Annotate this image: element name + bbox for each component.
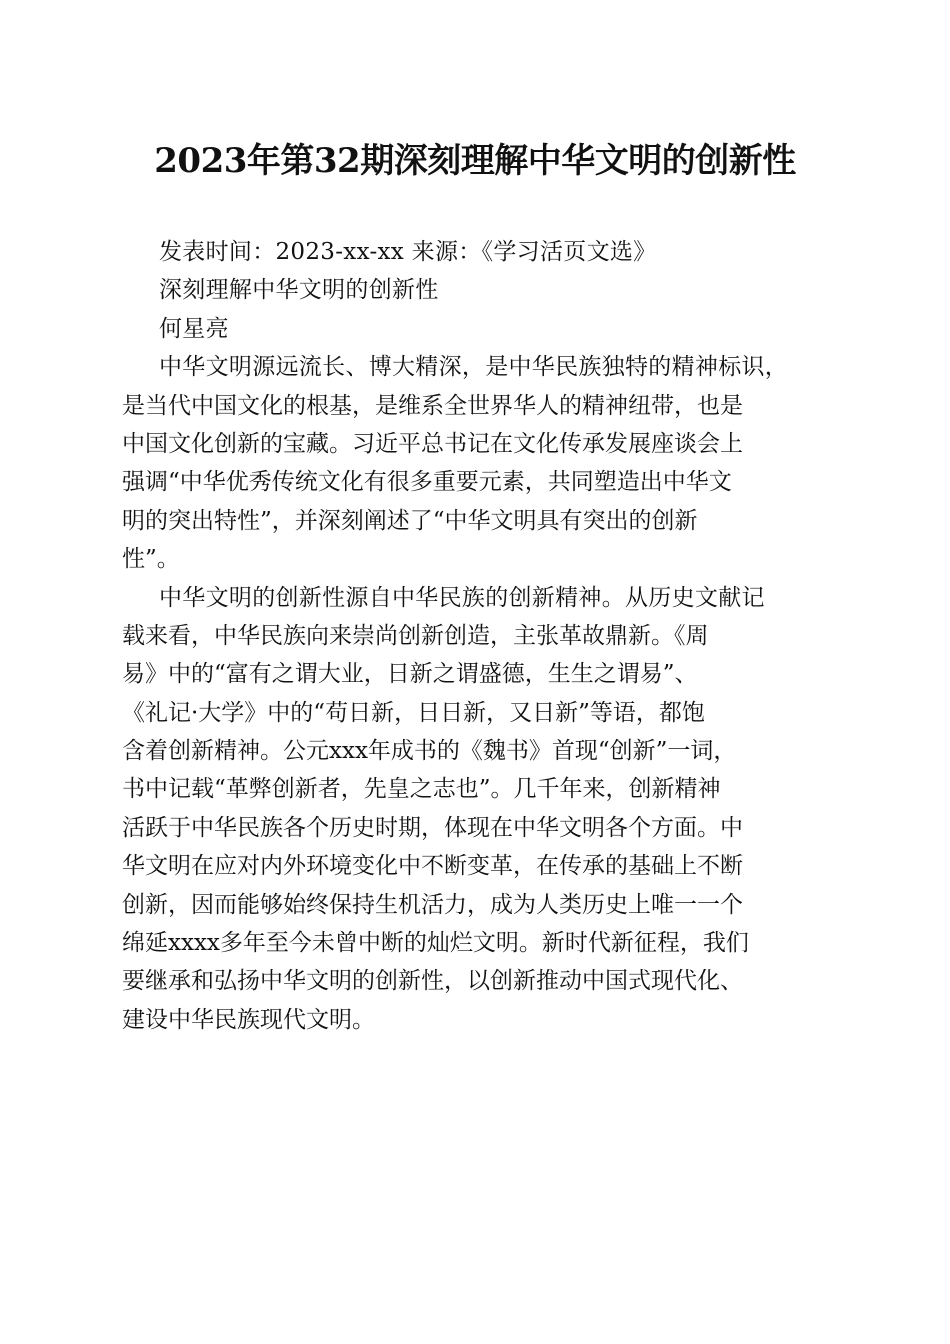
paragraph-line: 含着创新精神。公元xxx年成书的《魏书》首现“创新”一词，: [122, 738, 737, 765]
paragraph-line: 华文明在应对内外环境变化中不断变革，在传承的基础上不断: [122, 853, 743, 880]
paragraph-line: 《礼记·大学》中的“苟日新，日日新，又日新”等语，都饱: [122, 699, 705, 726]
paragraph-line: 要继承和弘扬中华文明的创新性，以创新推动中国式现代化、: [122, 968, 743, 995]
paragraph-line: 中国文化创新的宝藏。习近平总书记在文化传承发展座谈会上: [122, 430, 743, 457]
paragraph-line: 创新，因而能够始终保持生机活力，成为人类历史上唯一一个: [122, 891, 743, 918]
document-title: 2023年第32期深刻理解中华文明的创新性: [154, 141, 796, 181]
paragraph-line: 载来看，中华民族向来崇尚创新创造，主张革故鼎新。《周: [122, 622, 709, 649]
document-body: [122, 233, 822, 1039]
paragraph-1: [122, 348, 822, 578]
paragraph-line: 性”。: [122, 546, 180, 573]
paragraph-line: 中华文明源远流长、博大精深，是中华民族独特的精神标识，: [159, 354, 789, 381]
paragraph-line: 强调“中华优秀传统文化有很多重要元素，共同塑造出中华文: [122, 469, 732, 496]
paragraph-2: [122, 579, 822, 1040]
publish-meta: 发表时间：2023-xx-xx 来源：《学习活页文选》: [159, 239, 657, 265]
paragraph-line: 书中记载“革弊创新者，先皇之志也”。几千年来，创新精神: [122, 776, 721, 803]
paragraph-line: 活跃于中华民族各个历史时期，体现在中华文明各个方面。中: [122, 814, 743, 841]
paragraph-line: 明的突出特性”，并深刻阐述了“中华文明具有突出的创新: [122, 507, 698, 534]
author-name: 何星亮: [159, 315, 229, 342]
article-subtitle: 深刻理解中华文明的创新性: [159, 277, 439, 304]
paragraph-line: 建设中华民族现代文明。: [122, 1006, 375, 1033]
paragraph-line: 中华文明的创新性源自中华民族的创新精神。从历史文献记: [159, 584, 765, 611]
paragraph-line: 易》中的“富有之谓大业，日新之谓盛德，生生之谓易”、: [122, 661, 698, 688]
paragraph-line: 是当代中国文化的根基，是维系全世界华人的精神纽带，也是: [122, 392, 743, 419]
paragraph-line: 绵延xxxx多年至今未曾中断的灿烂文明。新时代新征程，我们: [122, 930, 749, 957]
